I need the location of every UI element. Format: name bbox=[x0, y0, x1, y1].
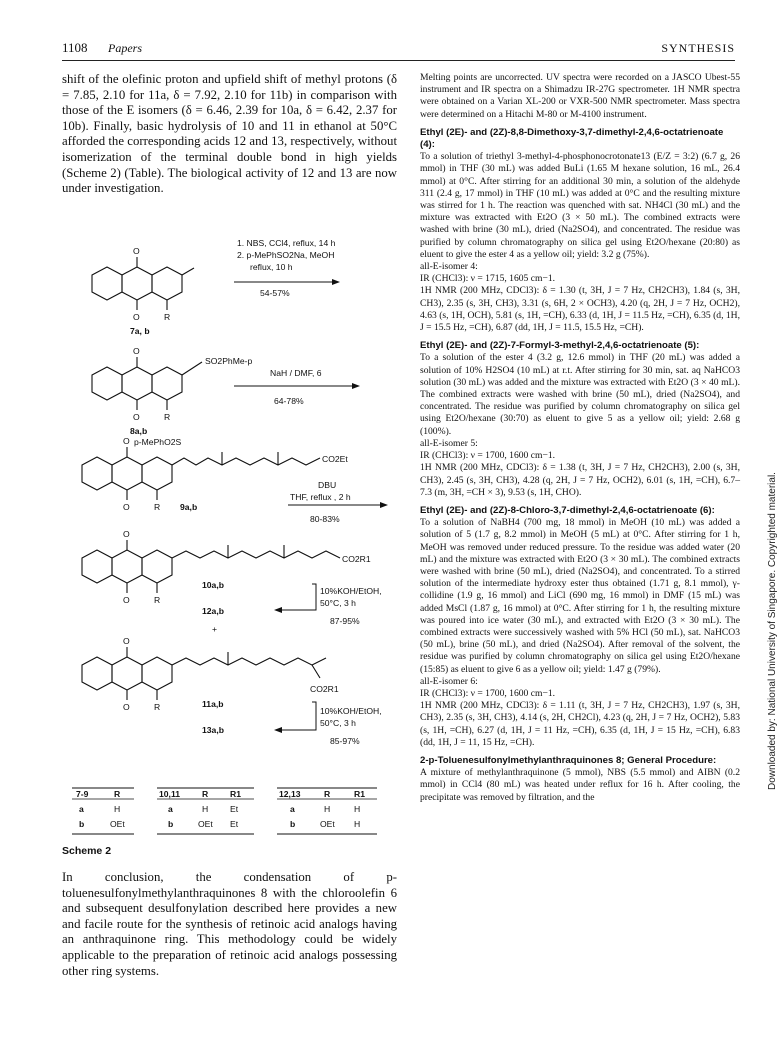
r-label: R bbox=[164, 312, 171, 322]
compound-7-label: 7a, b bbox=[130, 326, 150, 336]
table1-cell: b bbox=[79, 819, 85, 829]
table1-header: R bbox=[114, 789, 121, 799]
step3-line2: THF, reflux , 2 h bbox=[290, 492, 351, 502]
step2-yield: 64-78% bbox=[274, 396, 304, 406]
acid-group: CO2R1 bbox=[310, 684, 339, 694]
hydrolysis-2-yield: 85-97% bbox=[330, 736, 360, 746]
table2-cell: OEt bbox=[198, 819, 213, 829]
o-label: O bbox=[123, 436, 130, 446]
left-column-intro bbox=[62, 72, 397, 197]
table1-header: 7-9 bbox=[76, 789, 89, 799]
table1-cell: OEt bbox=[110, 819, 125, 829]
table3-header: R1 bbox=[354, 789, 365, 799]
table2-header: 10,11 bbox=[159, 789, 181, 799]
table2-cell: b bbox=[168, 819, 174, 829]
arrow-head bbox=[274, 727, 282, 733]
compound-12-label: 12a,b bbox=[202, 606, 224, 616]
table1-cell: H bbox=[114, 804, 121, 814]
table3-header: R bbox=[324, 789, 331, 799]
sulfonyl-group: SO2PhMe-p bbox=[205, 356, 253, 366]
compound-4-ir: IR (CHCl3): ν = 1715, 1605 cm−1. bbox=[420, 273, 556, 285]
page-number: 1108 bbox=[62, 40, 88, 55]
table2-header: R1 bbox=[230, 789, 241, 799]
compound-6-nmr: 1H NMR (200 MHz, CDCl3): δ = 1.11 (t, 3H, J = 7 Hz, CH2CH3), 1.97 (s, 3H, CH3), 2.35 (s, 3H, CH3), 4.14 (s, 2H, CH2Cl), 4.23 (q, 2H, J = 7 Hz, OCH2), 5.83 (s, 1H, =CH), 6.27 (d, 1H, J = 11 Hz, =CH), 6.35 (d, 1H, J = 15 Hz, =CH), 6.83 (dd, 1H, J = 11, 15 Hz, =CH). bbox=[420, 700, 740, 748]
arrow-head bbox=[332, 279, 340, 285]
table2-cell: Et bbox=[230, 804, 239, 814]
table3-cell: H bbox=[324, 804, 331, 814]
step1-line2: 2. p-MePhSO2Na, MeOH bbox=[237, 250, 335, 260]
page-header bbox=[62, 40, 735, 61]
section-label: Papers bbox=[108, 41, 142, 55]
compound-4-nmr: 1H NMR (200 MHz, CDCl3): δ = 1.30 (t, 3H, J = 7 Hz, CH2CH3), 1.84 (s, 3H, CH3), 2.35 (s, 3H, CH3), 3.31 (s, 6H, 2 × OCH3), 4.20 (q, 2H, J = 7 Hz, OCH2), 4.63 (s, 1H, OCH), 5.81 (s, 1H, =CH), 6.33 (d, 1H, J = 11.5 Hz, =CH), 6.35 (d, 1H, J = 15.5 Hz, =CH), 6.87 (dd, 1H, J = 11.5, 15.5 Hz, =CH). bbox=[420, 285, 740, 334]
hydrolysis-2-line1: 10%KOH/EtOH, bbox=[320, 706, 382, 716]
r-label: R bbox=[154, 595, 161, 605]
compound-9-label: 9a,b bbox=[180, 502, 198, 512]
plus-sign: + bbox=[212, 624, 218, 634]
r-label: R bbox=[164, 412, 171, 422]
compound-6-procedure: To a solution of NaBH4 (700 mg, 18 mmol) in MeOH (10 mL) was added a solution of 5 (1.7 g, 8.2 mmol) in MeOH (5 mL) at 0°C. After stirring for 1 h, MeOH was removed under reduced pressure. To the residue was added water (20 mL) and the mixture was extracted with Et2O (3 × 30 mL). The combined extracts were washed with brine (50 mL), dried (Na2SO4), and concentrated. To a stirred solution of the intermediate hydroxy ester thus obtained (1.71 g, 8.1 mmol), γ-collidine (1.9 g, 16 mmol) and LiCl (690 mg, 16 mmol) in DMF (15 mL) was added MsCl (1.87 g, 16 mmol) at 0°C. After stirring for 1 h, the resulting mixture was poured into ice water (30 mL), and extracted with Et2O (3 × 30 mL). The combined extracts were successively washed with 5% HCl (50 mL), sat. NaHCO3 (50 mL), brine (50 mL), and dried (Na2SO4). After removal of the solvent, the residue was purified by column chromatography on silica gel using Et2O/hexane (15:85) as eluent to give 6 as a yellow oil; yield: 1.47 g (79%). bbox=[420, 517, 740, 675]
table3-cell: H bbox=[354, 819, 361, 829]
hydrolysis-2-line2: 50°C, 3 h bbox=[320, 718, 356, 728]
step1-yield: 54-57% bbox=[260, 288, 290, 298]
table2-cell: Et bbox=[230, 819, 239, 829]
o-label: O bbox=[133, 346, 140, 356]
o-label: O bbox=[123, 636, 130, 646]
hydrolysis-1-line2: 50°C, 3 h bbox=[320, 598, 356, 608]
table3-cell: a bbox=[290, 804, 295, 814]
hydrolysis-arrow-2 bbox=[282, 702, 316, 730]
hydrolysis-1-line1: 10%KOH/EtOH, bbox=[320, 586, 382, 596]
acid-group: CO2R1 bbox=[342, 554, 371, 564]
arrow-head bbox=[274, 607, 282, 613]
arrow-head bbox=[380, 502, 388, 508]
compound-4-heading: Ethyl (2E)- and (2Z)-8,8-Dimethoxy-3,7-dimethyl-2,4,6-octatrienoate (4): bbox=[420, 126, 724, 151]
step2-reagents: NaH / DMF, 6 bbox=[270, 368, 322, 378]
o-label: O bbox=[123, 595, 130, 605]
ester-group: CO2Et bbox=[322, 454, 348, 464]
step3-line1: DBU bbox=[318, 480, 337, 490]
table2-cell: a bbox=[168, 804, 173, 814]
reaction-scheme bbox=[62, 240, 397, 840]
table2-cell: H bbox=[202, 804, 209, 814]
compound-5-isomer: all-E-isomer 5: bbox=[420, 437, 478, 449]
o-label: O bbox=[133, 312, 140, 322]
o-label: O bbox=[123, 502, 130, 512]
compound-6-ir: IR (CHCl3): ν = 1700, 1600 cm−1. bbox=[420, 687, 556, 699]
step1-line3: reflux, 10 h bbox=[250, 262, 293, 272]
compound-10-label: 10a,b bbox=[202, 580, 224, 590]
table3-cell: H bbox=[354, 804, 361, 814]
sulfonyl-left-group: p-MePhO2S bbox=[134, 437, 182, 447]
download-notice: Downloaded by: National University of Singapore. Copyrighted material. bbox=[767, 472, 778, 790]
hydrolysis-arrow-1 bbox=[282, 584, 316, 610]
download-watermark bbox=[755, 350, 778, 790]
compound-5-nmr: 1H NMR (200 MHz, CDCl3): δ = 1.38 (t, 3H, J = 7 Hz, CH2CH3), 2.00 (s, 3H, CH3), 2.45 (s, 3H, CH3), 4.28 (q, 2H, J = 7 Hz, OCH2), 6.01 (s, 1H, =CH), 6.7–7.3 (m, 3H, =CH × 3), 9.53 (s, 1H, CHO). bbox=[420, 462, 740, 498]
compound-11-label: 11a,b bbox=[202, 699, 224, 709]
r-label: R bbox=[154, 502, 161, 512]
conclusion-section bbox=[62, 870, 397, 979]
structure-9 bbox=[82, 447, 320, 500]
o-label: O bbox=[133, 412, 140, 422]
step1-line1: 1. NBS, CCl4, reflux, 14 h bbox=[237, 240, 336, 248]
r-label: R bbox=[154, 702, 161, 712]
compound-5-ir: IR (CHCl3): ν = 1700, 1600 cm−1. bbox=[420, 450, 556, 462]
compound-5-heading: Ethyl (2E)- and (2Z)-7-Formyl-3-methyl-2,4,6-octatrienoate (5): bbox=[420, 340, 700, 352]
substituent-tables bbox=[72, 788, 377, 834]
structure-8 bbox=[92, 357, 202, 410]
table3-cell: OEt bbox=[320, 819, 335, 829]
o-label: O bbox=[123, 529, 130, 539]
o-label: O bbox=[133, 246, 140, 256]
compound-4-isomer: all-E-isomer 4: bbox=[420, 261, 478, 273]
journal-name: SYNTHESIS bbox=[661, 41, 735, 55]
compound-8-label: 8a,b bbox=[130, 426, 148, 436]
compound-6-isomer: all-E-isomer 6: bbox=[420, 675, 478, 687]
table3-cell: b bbox=[290, 819, 296, 829]
table1-cell: a bbox=[79, 804, 84, 814]
right-column-experimental bbox=[420, 72, 740, 804]
compound-6-heading: Ethyl (2E)- and (2Z)-8-Chloro-3,7-dimethyl-2,4,6-octatrienoate (6): bbox=[420, 504, 715, 516]
general-methods: Melting points are uncorrected. UV spectra were recorded on a JASCO Ubest-55 instrument and IR spectra on a Shimadzu IR-27G spectrometer. 1H NMR spectra were obtained on a Varian XL-200 or VXR-500 NMR spectrometer. Mass spectra were determined on a Hitachi M-80 or M-4100 instrument. bbox=[420, 72, 740, 120]
compound-4-procedure: To a solution of triethyl 3-methyl-4-phosphonocrotonate13 (E/Z = 3:2) (6.7 g, 26 mmol) in THF (30 mL) was added BuLi (1.65 M hexane solution, 16 mL, 26.4 mmol) at 0°C. After stirring for an additional 30 min, a solution of the aldehyde 311 (2.4 g, 17 mmol) in THF (10 mL) was added at 0°C and the resulting mixture was stirred for 1 h. The reaction was quenched with sat. NH4Cl (30 mL) and the mixture was extracted with Et2O (3 × 50 mL). The combined extracts were washed with brine (30 mL), dried (Na2SO4), and concentrated. The residue was purified by column chromatography on silica gel using Et2O/hexane (20:80) as eluent to give the ester 4 as a yellow oil; yield: 3.2 g (75%). bbox=[420, 151, 740, 260]
compound-5-procedure: To a solution of the ester 4 (3.2 g, 12.6 mmol) in THF (20 mL) was added a solution of 10% H2SO4 (10 mL) at r.t. After stirring for 30 min, sat. aq NaHCO3 solution (30 mL) was added and the mixture was extracted with Et2O (3 × 40 mL). The combined extracts were washed with brine (50 mL), dried (Na2SO4), and concentrated. The residue was purified by column chromatography on silica gel using Et2O/hexane (30:70) as eluent to give 5 as a yellow oil; yield: 2.68 g (100%). bbox=[420, 352, 740, 437]
step3-yield: 80-83% bbox=[310, 514, 340, 524]
o-label: O bbox=[123, 702, 130, 712]
structure-11-13 bbox=[82, 647, 326, 700]
scheme-caption: Scheme 2 bbox=[62, 845, 112, 857]
compound-8-procedure: A mixture of methylanthraquinone (5 mmol), NBS (5.5 mmol) and AIBN (0.2 mmol) in CCl4 (80 mL) was heated under reflux for 16 h. After cooling, the precipitate was removed by filtration, and the bbox=[420, 767, 740, 803]
compound-8-heading: 2-p-Toluenesulfonylmethylanthraquinones 8; General Procedure: bbox=[420, 754, 717, 766]
hydrolysis-1-yield: 87-95% bbox=[330, 616, 360, 626]
table3-header: 12,13 bbox=[279, 789, 301, 799]
intro-paragraph: shift of the olefinic proton and upfield shift of methyl protons (δ = 7.85, 2.10 for 11a, δ = 7.92, 2.10 for 11b) in comparison with those of the E isomers (δ = 6.46, 2.39 for 10a, δ = 6.42, 2.37 for 10b). Finally, basic hydrolysis of 10 and 11 in ethanol at 50°C afforded the corresponding acids 12 and 13, respectively, without isomerization of the terminal double bond in high yields (Scheme 2) (Table). The biological activity of 12 and 13 are now under investigation. bbox=[62, 72, 397, 196]
table2-header: R bbox=[202, 789, 209, 799]
conclusion-paragraph: In conclusion, the condensation of p-toluenesulfonylmethylanthraquinones 8 with the chloroolefin 6 and subsequent desulfonylation described here provides a new and facile route for the synthesis of retinoic acid analogs having an anthraquinone ring. This methodology could be widely applicable to the preparation of retinoic acid analogs possessing other ring systems. bbox=[62, 870, 397, 978]
arrow-head bbox=[352, 383, 360, 389]
structure-7 bbox=[92, 257, 194, 310]
compound-13-label: 13a,b bbox=[202, 725, 224, 735]
